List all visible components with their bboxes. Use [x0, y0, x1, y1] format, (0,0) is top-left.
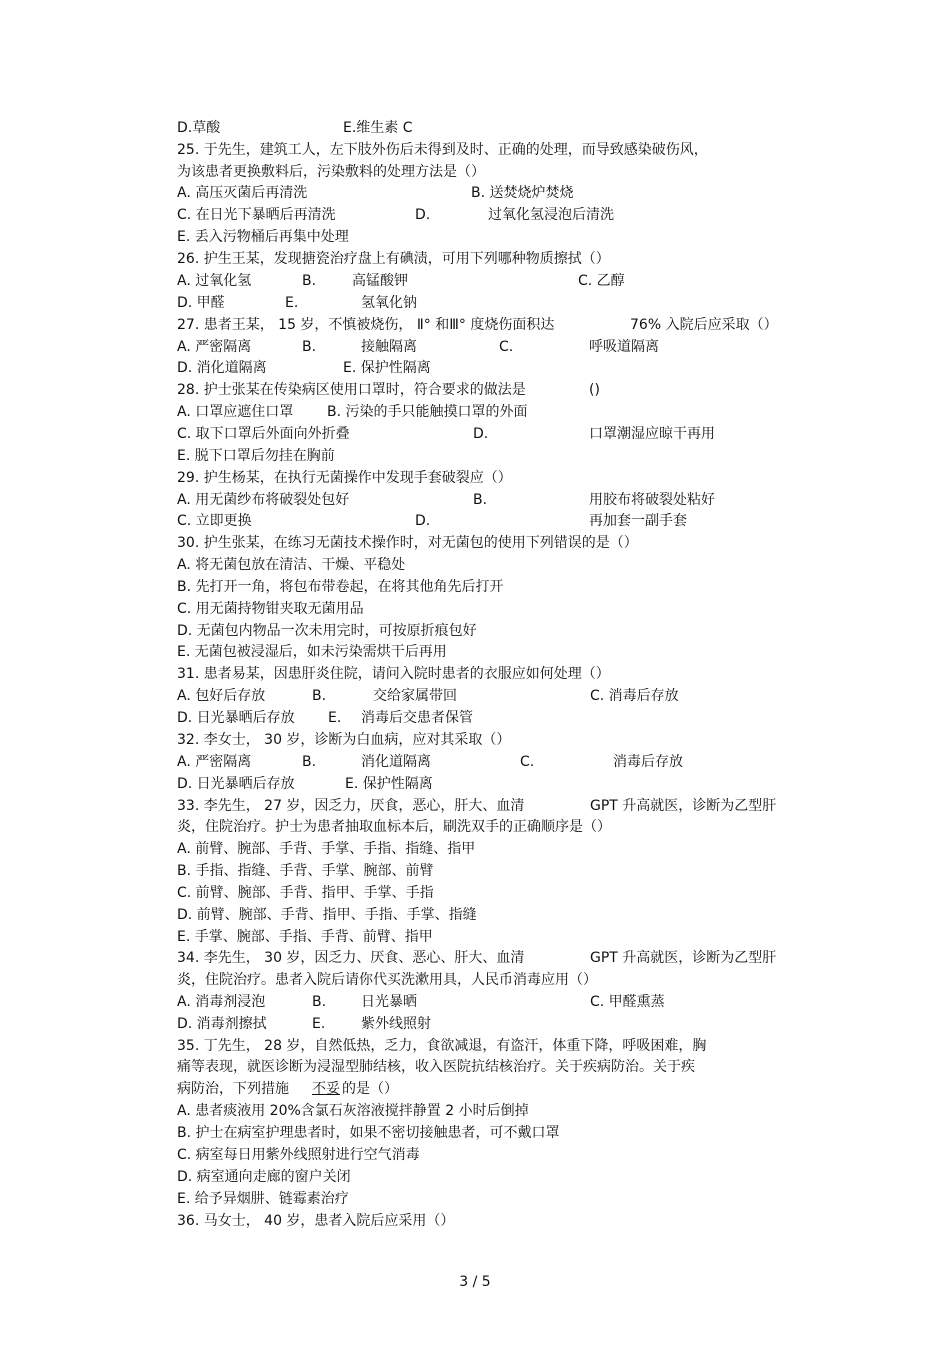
text-segment: A. 过氧化氢 — [177, 273, 252, 289]
text-segment: B. 手指、指缝、手背、手掌、腕部、前臂 — [177, 863, 434, 879]
text-segment: 呼吸道隔离 — [589, 339, 659, 355]
text-segment: E. 给予异烟肼、链霉素治疗 — [177, 1191, 349, 1207]
text-segment: C. 乙醇 — [578, 273, 625, 289]
text-segment: B. 护士在病室护理患者时，如果不密切接触患者，可不戴口罩 — [177, 1125, 560, 1141]
text-segment: E. — [328, 710, 342, 726]
text-segment: E. 丢入污物桶后再集中处理 — [177, 229, 349, 245]
text-segment: 交给家属带回 — [373, 688, 457, 704]
text-segment: GPT 升高就医，诊断为乙型肝 — [590, 950, 777, 966]
text-segment: E. — [285, 295, 299, 311]
text-segment: 炎，住院治疗。护士为患者抽取血标本后，刷洗双手的正确顺序是（） — [177, 819, 611, 835]
text-segment: C. 用无菌持物钳夹取无菌用品 — [177, 601, 364, 617]
text-segment: E. 手掌、腕部、手指、手背、前臂、指甲 — [177, 929, 433, 945]
text-segment: 76% 入院后应采取（） — [630, 317, 778, 333]
text-segment: 34. 李先生， 30 岁，因乏力、厌食、恶心、肝大、血清 — [177, 950, 525, 966]
text-segment: B. 先打开一角，将包布带卷起，在将其他角先后打开 — [177, 579, 504, 595]
text-segment: B. — [312, 994, 327, 1010]
text-segment: D.草酸 — [177, 120, 221, 136]
text-segment: 25. 于先生，建筑工人，左下肢外伤后未得到及时、正确的处理，而导致感染破伤风， — [177, 142, 708, 158]
text-segment: E. 保护性隔离 — [345, 776, 433, 792]
text-segment: A. 患者痰液用 20%含氯石灰溶液搅拌静置 2 小时后倒掉 — [177, 1103, 529, 1119]
text-segment: 消毒后存放 — [613, 754, 683, 770]
text-segment: 病防治，下列措施 — [177, 1081, 289, 1097]
text-segment: C. 取下口罩后外面向外折叠 — [177, 426, 350, 442]
text-segment: B. — [473, 492, 488, 508]
text-segment: D. — [415, 513, 431, 529]
text-segment: A. 口罩应遮住口罩 — [177, 404, 294, 420]
text-segment: 炎，住院治疗。患者入院后请你代买洗漱用具，人民币消毒应用（） — [177, 972, 597, 988]
text-segment: 31. 患者易某，因患肝炎住院，请问入院时患者的衣服应如何处理（） — [177, 666, 610, 682]
text-segment: A. 严密隔离 — [177, 754, 252, 770]
text-segment: E.维生素 C — [343, 120, 413, 136]
text-segment: 高锰酸钾 — [352, 273, 408, 289]
text-segment: E. 无菌包被浸湿后，如未污染需烘干后再用 — [177, 644, 447, 660]
text-segment: B. — [302, 754, 317, 770]
text-segment: D. 甲醛 — [177, 295, 225, 311]
text-segment: C. 病室每日用紫外线照射进行空气消毒 — [177, 1147, 420, 1163]
text-segment: 28. 护士张某在传染病区使用口罩时，符合要求的做法是 — [177, 382, 526, 398]
text-segment: 口罩潮湿应晾干再用 — [589, 426, 715, 442]
text-segment: E. 脱下口罩后勿挂在胸前 — [177, 448, 335, 464]
text-segment: 为该患者更换敷料后，污染敷料的处理方法是（） — [177, 164, 485, 180]
text-segment: D. 消化道隔离 — [177, 360, 267, 376]
text-segment: B. — [302, 339, 317, 355]
text-segment: GPT 升高就医，诊断为乙型肝 — [590, 798, 777, 814]
text-segment: C. 消毒后存放 — [590, 688, 679, 704]
text-segment: E. 保护性隔离 — [343, 360, 431, 376]
text-segment: 再加套一副手套 — [589, 513, 687, 529]
text-segment: C. 甲醛熏蒸 — [590, 994, 665, 1010]
text-segment: A. 严密隔离 — [177, 339, 252, 355]
text-segment: 27. 患者王某， 15 岁，不慎被烧伤， Ⅱ° 和Ⅲ° 度烧伤面积达 — [177, 317, 555, 333]
text-segment: 氢氧化钠 — [361, 295, 417, 311]
text-segment: D. 前臂、腕部、手背、指甲、手指、手掌、指缝 — [177, 907, 477, 923]
text-segment: 35. 丁先生， 28 岁，自然低热，乏力，食欲减退，有盗汗，体重下降，呼吸困难，胸 — [177, 1038, 707, 1054]
text-segment: 36. 马女士， 40 岁，患者入院后应采用（） — [177, 1213, 455, 1229]
text-segment: D. 日光暴晒后存放 — [177, 710, 295, 726]
text-segment: C. 前臂、腕部、手背、指甲、手掌、手指 — [177, 885, 434, 901]
text-segment: A. 前臂、腕部、手背、手掌、手指、指缝、指甲 — [177, 841, 476, 857]
text-segment: D. 消毒剂擦拭 — [177, 1016, 267, 1032]
text-segment: A. 用无菌纱布将破裂处包好 — [177, 492, 350, 508]
text-segment: 日光暴晒 — [361, 994, 417, 1010]
text-segment: D. — [473, 426, 489, 442]
text-segment: C. — [499, 339, 514, 355]
text-segment: B. — [312, 688, 327, 704]
text-segment: A. 将无菌包放在清洁、干燥、平稳处 — [177, 557, 406, 573]
text-segment: D. 日光暴晒后存放 — [177, 776, 295, 792]
text-segment: 33. 李先生， 27 岁，因乏力，厌食，恶心，肝大、血清 — [177, 798, 525, 814]
text-segment: 32. 李女士， 30 岁，诊断为白血病，应对其采取（） — [177, 732, 511, 748]
text-segment: 过氧化氢浸泡后清洗 — [488, 207, 614, 223]
text-segment: 26. 护生王某，发现搪瓷治疗盘上有碘渍，可用下列哪种物质擦拭（） — [177, 251, 610, 267]
text-segment: E. — [312, 1016, 326, 1032]
text-segment: A. 包好后存放 — [177, 688, 266, 704]
text-segment: 用胶布将破裂处粘好 — [589, 492, 715, 508]
text-segment: C. — [520, 754, 535, 770]
text-segment: 消毒后交患者保管 — [361, 710, 473, 726]
text-segment: A. 高压灭菌后再清洗 — [177, 185, 308, 201]
text-segment: B. — [302, 273, 317, 289]
text-segment: B. 污染的手只能触摸口罩的外面 — [327, 404, 528, 420]
text-segment: 30. 护生张某，在练习无菌技术操作时，对无菌包的使用下列错误的是（） — [177, 535, 638, 551]
text-segment: 的是（） — [342, 1081, 398, 1097]
text-segment: 痛等表现，就医诊断为浸湿型肺结核，收入医院抗结核治疗。关于疾病防治。关于疾 — [177, 1059, 695, 1075]
text-segment: C. 立即更换 — [177, 513, 252, 529]
text-segment: D. 无菌包内物品一次未用完时，可按原折痕包好 — [177, 623, 477, 639]
text-segment: () — [589, 382, 600, 398]
text-segment: 紫外线照射 — [361, 1016, 431, 1032]
page-number: 3 / 5 — [459, 1274, 491, 1290]
text-segment: A. 消毒剂浸泡 — [177, 994, 266, 1010]
text-segment: D. 病室通向走廊的窗户关闭 — [177, 1169, 351, 1185]
text-segment: C. 在日光下暴晒后再清洗 — [177, 207, 336, 223]
text-segment: 不妥 — [312, 1081, 340, 1097]
text-segment: B. 送焚烧炉焚烧 — [471, 185, 574, 201]
text-segment: D. — [415, 207, 431, 223]
text-segment: 消化道隔离 — [361, 754, 431, 770]
text-segment: 29. 护生杨某，在执行无菌操作中发现手套破裂应（） — [177, 470, 512, 486]
text-segment: 接触隔离 — [361, 339, 417, 355]
